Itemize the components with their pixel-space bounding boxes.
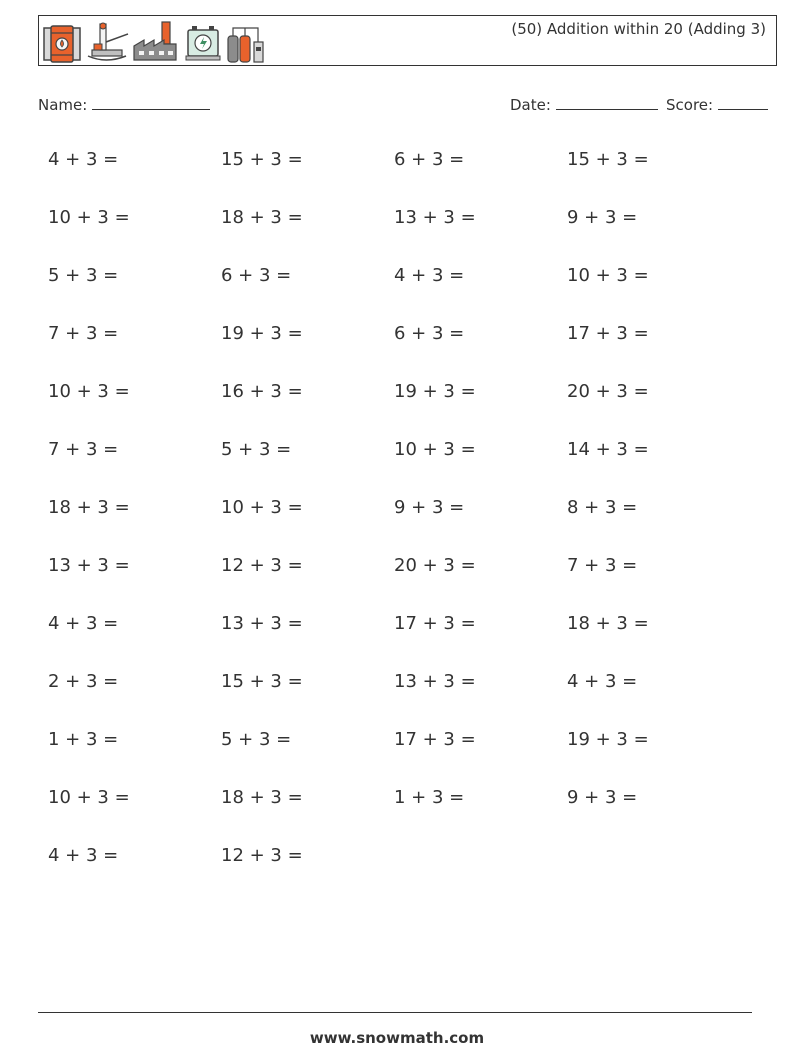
problem-item: 7 + 3 = xyxy=(48,323,119,344)
problem-item: 7 + 3 = xyxy=(567,555,638,576)
problem-item: 1 + 3 = xyxy=(48,729,119,750)
problem-item: 6 + 3 = xyxy=(394,323,465,344)
problem-item: 13 + 3 = xyxy=(221,613,303,634)
problem-item: 15 + 3 = xyxy=(221,671,303,692)
problem-item: 10 + 3 = xyxy=(567,265,649,286)
problem-item: 13 + 3 = xyxy=(48,555,130,576)
problem-item: 4 + 3 = xyxy=(48,613,119,634)
problem-item: 18 + 3 = xyxy=(221,207,303,228)
problem-item: 10 + 3 = xyxy=(48,381,130,402)
problem-item: 5 + 3 = xyxy=(221,729,292,750)
oil-barrel-icon xyxy=(44,26,80,62)
problem-item: 14 + 3 = xyxy=(567,439,649,460)
problem-item: 19 + 3 = xyxy=(221,323,303,344)
footer-divider xyxy=(38,1012,752,1013)
problem-item: 4 + 3 = xyxy=(48,845,119,866)
problem-item: 17 + 3 = xyxy=(394,729,476,750)
factory-icon xyxy=(134,22,176,60)
problem-item: 5 + 3 = xyxy=(221,439,292,460)
score-blank[interactable] xyxy=(718,94,768,110)
problem-item: 18 + 3 = xyxy=(567,613,649,634)
problem-item: 6 + 3 = xyxy=(221,265,292,286)
icon-strip xyxy=(42,20,272,64)
header-box xyxy=(38,15,777,66)
problem-item: 4 + 3 = xyxy=(394,265,465,286)
name-label: Name: xyxy=(38,96,88,114)
problem-item: 17 + 3 = xyxy=(394,613,476,634)
date-label: Date: xyxy=(510,96,551,114)
problem-item: 1 + 3 = xyxy=(394,787,465,808)
problem-item: 9 + 3 = xyxy=(567,787,638,808)
problem-item: 13 + 3 = xyxy=(394,671,476,692)
problem-item: 9 + 3 = xyxy=(567,207,638,228)
problem-item: 12 + 3 = xyxy=(221,845,303,866)
problem-item: 13 + 3 = xyxy=(394,207,476,228)
battery-icon xyxy=(186,26,220,60)
problem-item: 18 + 3 = xyxy=(48,497,130,518)
problem-item: 8 + 3 = xyxy=(567,497,638,518)
problem-item: 15 + 3 = xyxy=(567,149,649,170)
problem-item: 5 + 3 = xyxy=(48,265,119,286)
problem-item: 4 + 3 = xyxy=(567,671,638,692)
problem-item: 20 + 3 = xyxy=(394,555,476,576)
problem-item: 15 + 3 = xyxy=(221,149,303,170)
problem-item: 4 + 3 = xyxy=(48,149,119,170)
footer-url: www.snowmath.com xyxy=(309,1029,485,1047)
problem-item: 12 + 3 = xyxy=(221,555,303,576)
score-field xyxy=(666,94,768,114)
problem-item: 20 + 3 = xyxy=(567,381,649,402)
name-field xyxy=(38,94,210,114)
name-blank[interactable] xyxy=(92,94,210,110)
date-field xyxy=(510,94,658,114)
problem-item: 10 + 3 = xyxy=(394,439,476,460)
score-label: Score: xyxy=(666,96,714,114)
oil-rig-icon xyxy=(88,23,128,60)
problem-item: 17 + 3 = xyxy=(567,323,649,344)
problem-item: 18 + 3 = xyxy=(221,787,303,808)
date-blank[interactable] xyxy=(556,94,658,110)
problem-item: 6 + 3 = xyxy=(394,149,465,170)
problem-item: 10 + 3 = xyxy=(48,207,130,228)
problem-item: 2 + 3 = xyxy=(48,671,119,692)
problem-item: 7 + 3 = xyxy=(48,439,119,460)
problem-item: 16 + 3 = xyxy=(221,381,303,402)
problem-item: 9 + 3 = xyxy=(394,497,465,518)
problem-item: 10 + 3 = xyxy=(221,497,303,518)
problem-item: 19 + 3 = xyxy=(567,729,649,750)
gas-cylinders-icon xyxy=(228,28,263,62)
problem-item: 19 + 3 = xyxy=(394,381,476,402)
worksheet-title: (50) Addition within 20 (Adding 3) xyxy=(511,20,766,38)
problem-item: 10 + 3 = xyxy=(48,787,130,808)
